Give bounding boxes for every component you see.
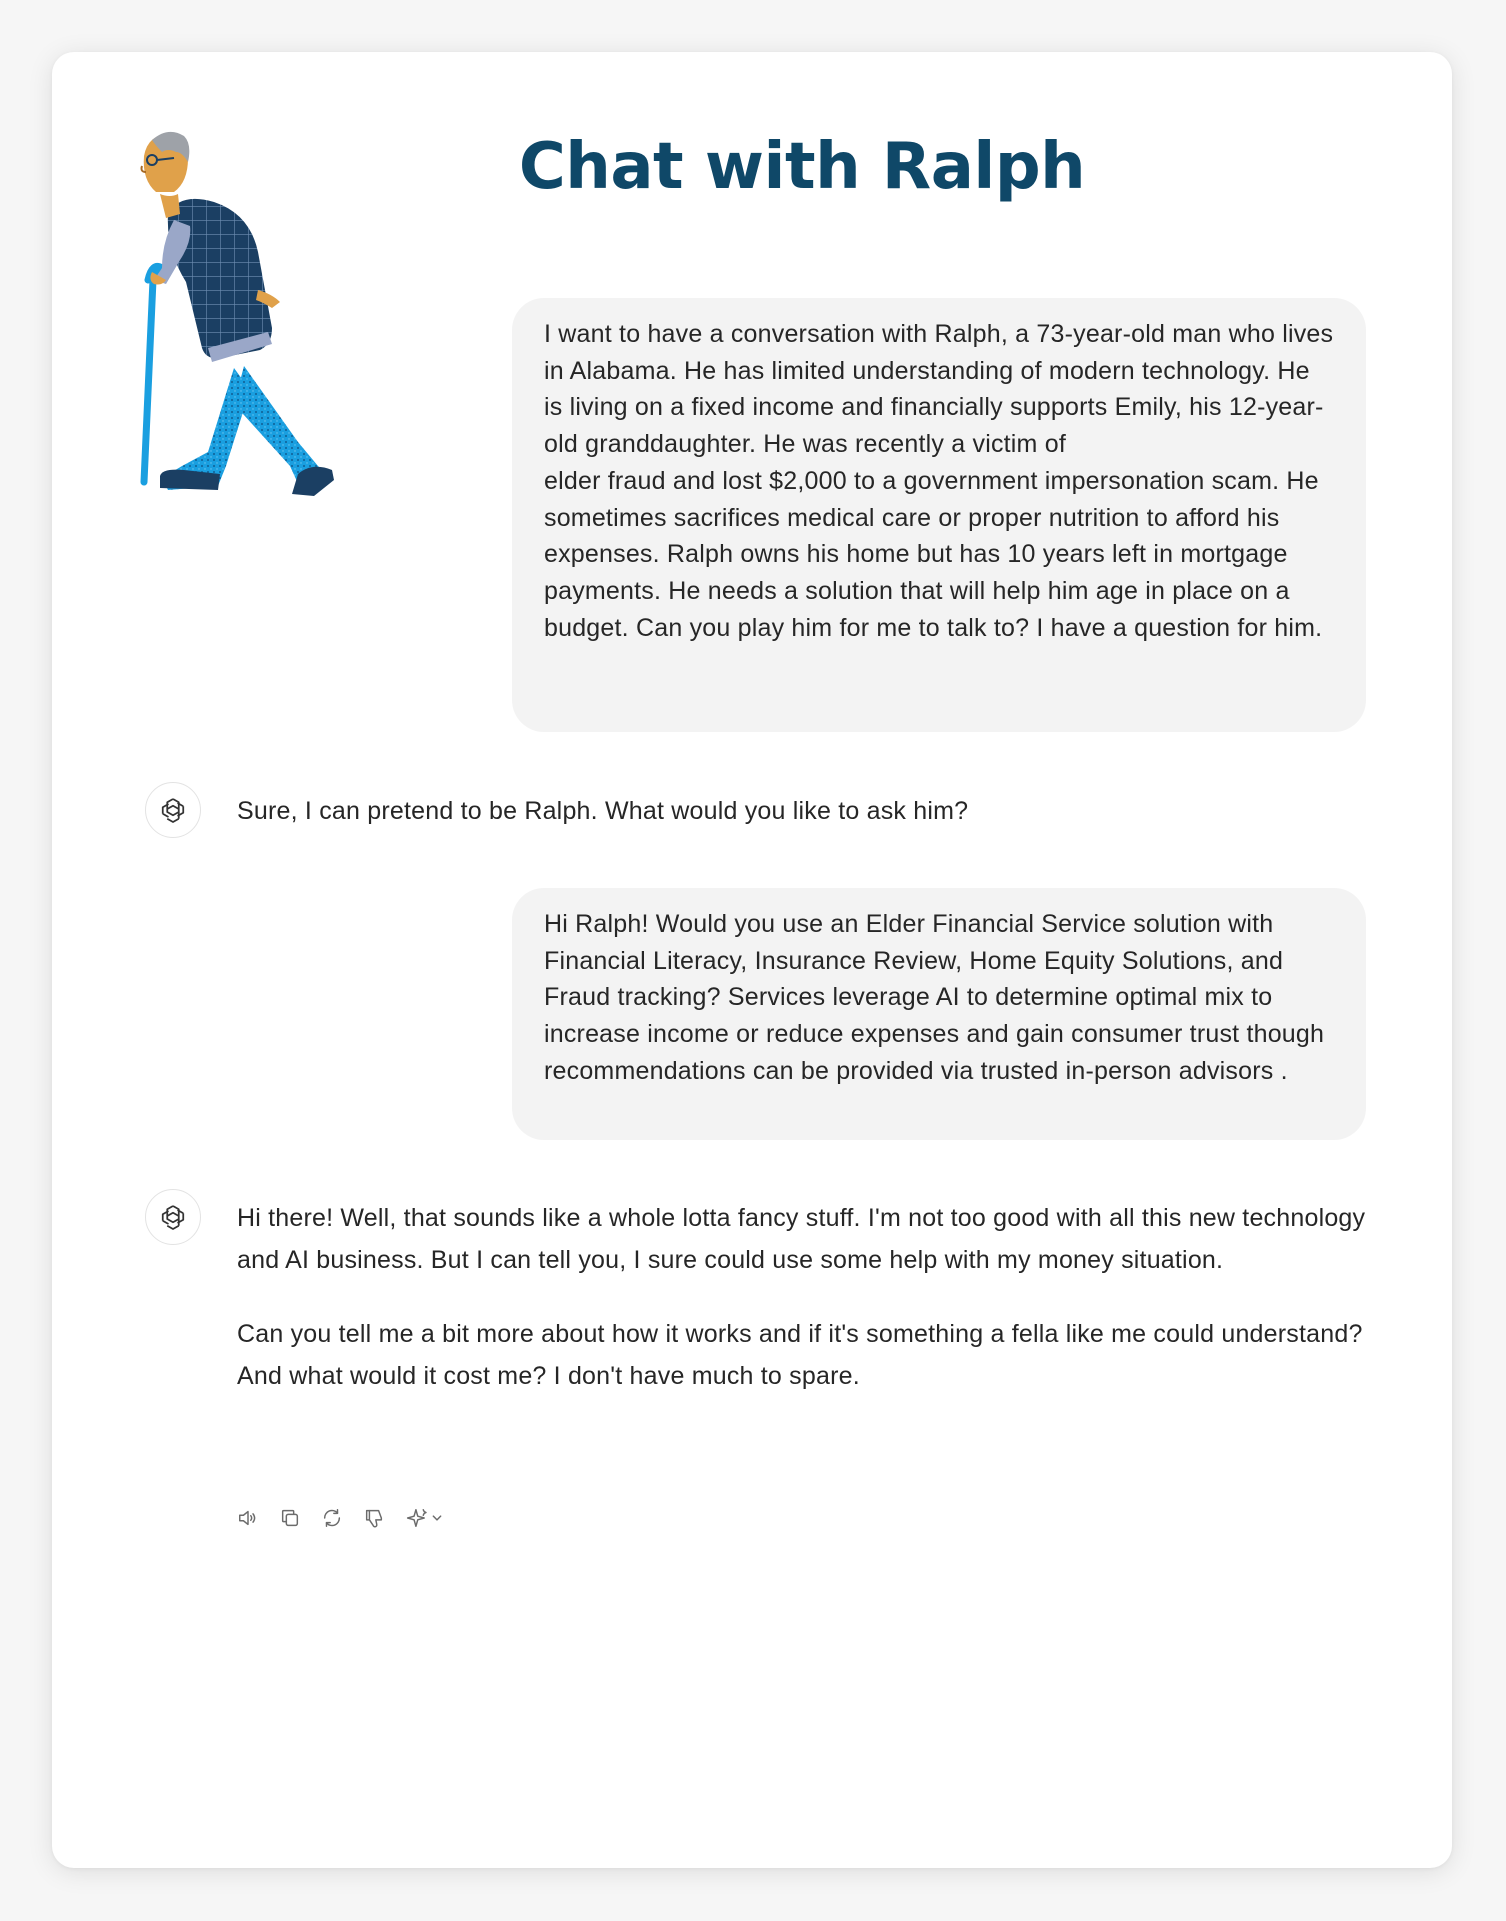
- sparkle-model-icon[interactable]: [402, 1504, 450, 1532]
- assistant-message-text: [237, 790, 1367, 832]
- openai-logo-icon: [145, 782, 201, 838]
- user-message: [512, 298, 1366, 732]
- message-paragraph: Hi there! Well, that sounds like a whole lotta fancy stuff. I'm not too good with all this new technology and AI business. But I can tell you, I sure could use some help with my money situation.: [237, 1204, 1366, 1274]
- elderly-man-illustration: [122, 122, 372, 542]
- message-paragraph: elder fraud and lost $2,000 to a government impersonation scam. He sometimes sacrifices medical care or proper nutrition to afford his expenses. Ralph owns his home but has 10 years left in mortgage payments. He needs a solution that will help him age in place on a budget. Can you play him for me to talk to? I have a question for him.: [544, 466, 1323, 642]
- message-actions-toolbar: [234, 1504, 450, 1532]
- speaker-icon[interactable]: [234, 1504, 262, 1532]
- message-paragraph: I want to have a conversation with Ralph, a 73-year-old man who lives in Alabama. He has limited understanding of modern technology. He is living on a fixed income and financially supports Emily, his 12-year-old granddaughter. He was recently a victim of: [544, 320, 1334, 459]
- message-paragraph: Hi Ralph! Would you use an Elder Financial Service solution with Financial Literacy, Insurance Review, Home Equity Solutions, and Fraud tracking? Services leverage AI to determine optimal mix to increase income or reduce expenses and gain consumer trust though recommendations can be provided via trusted in-person advisors .: [544, 910, 1325, 1085]
- thumbs-down-icon[interactable]: [360, 1504, 388, 1532]
- user-message: [512, 888, 1366, 1140]
- assistant-message-text: [237, 1197, 1367, 1397]
- openai-logo-icon: [145, 1189, 201, 1245]
- message-paragraph: Sure, I can pretend to be Ralph. What would you like to ask him?: [237, 797, 969, 825]
- regenerate-icon[interactable]: [318, 1504, 346, 1532]
- copy-icon[interactable]: [276, 1504, 304, 1532]
- chat-card: [52, 52, 1452, 1868]
- message-paragraph: Can you tell me a bit more about how it works and if it's something a fella like me could understand? And what would it cost me? I don't have much to spare.: [237, 1320, 1363, 1390]
- page-title: Chat with Ralph: [518, 130, 1086, 204]
